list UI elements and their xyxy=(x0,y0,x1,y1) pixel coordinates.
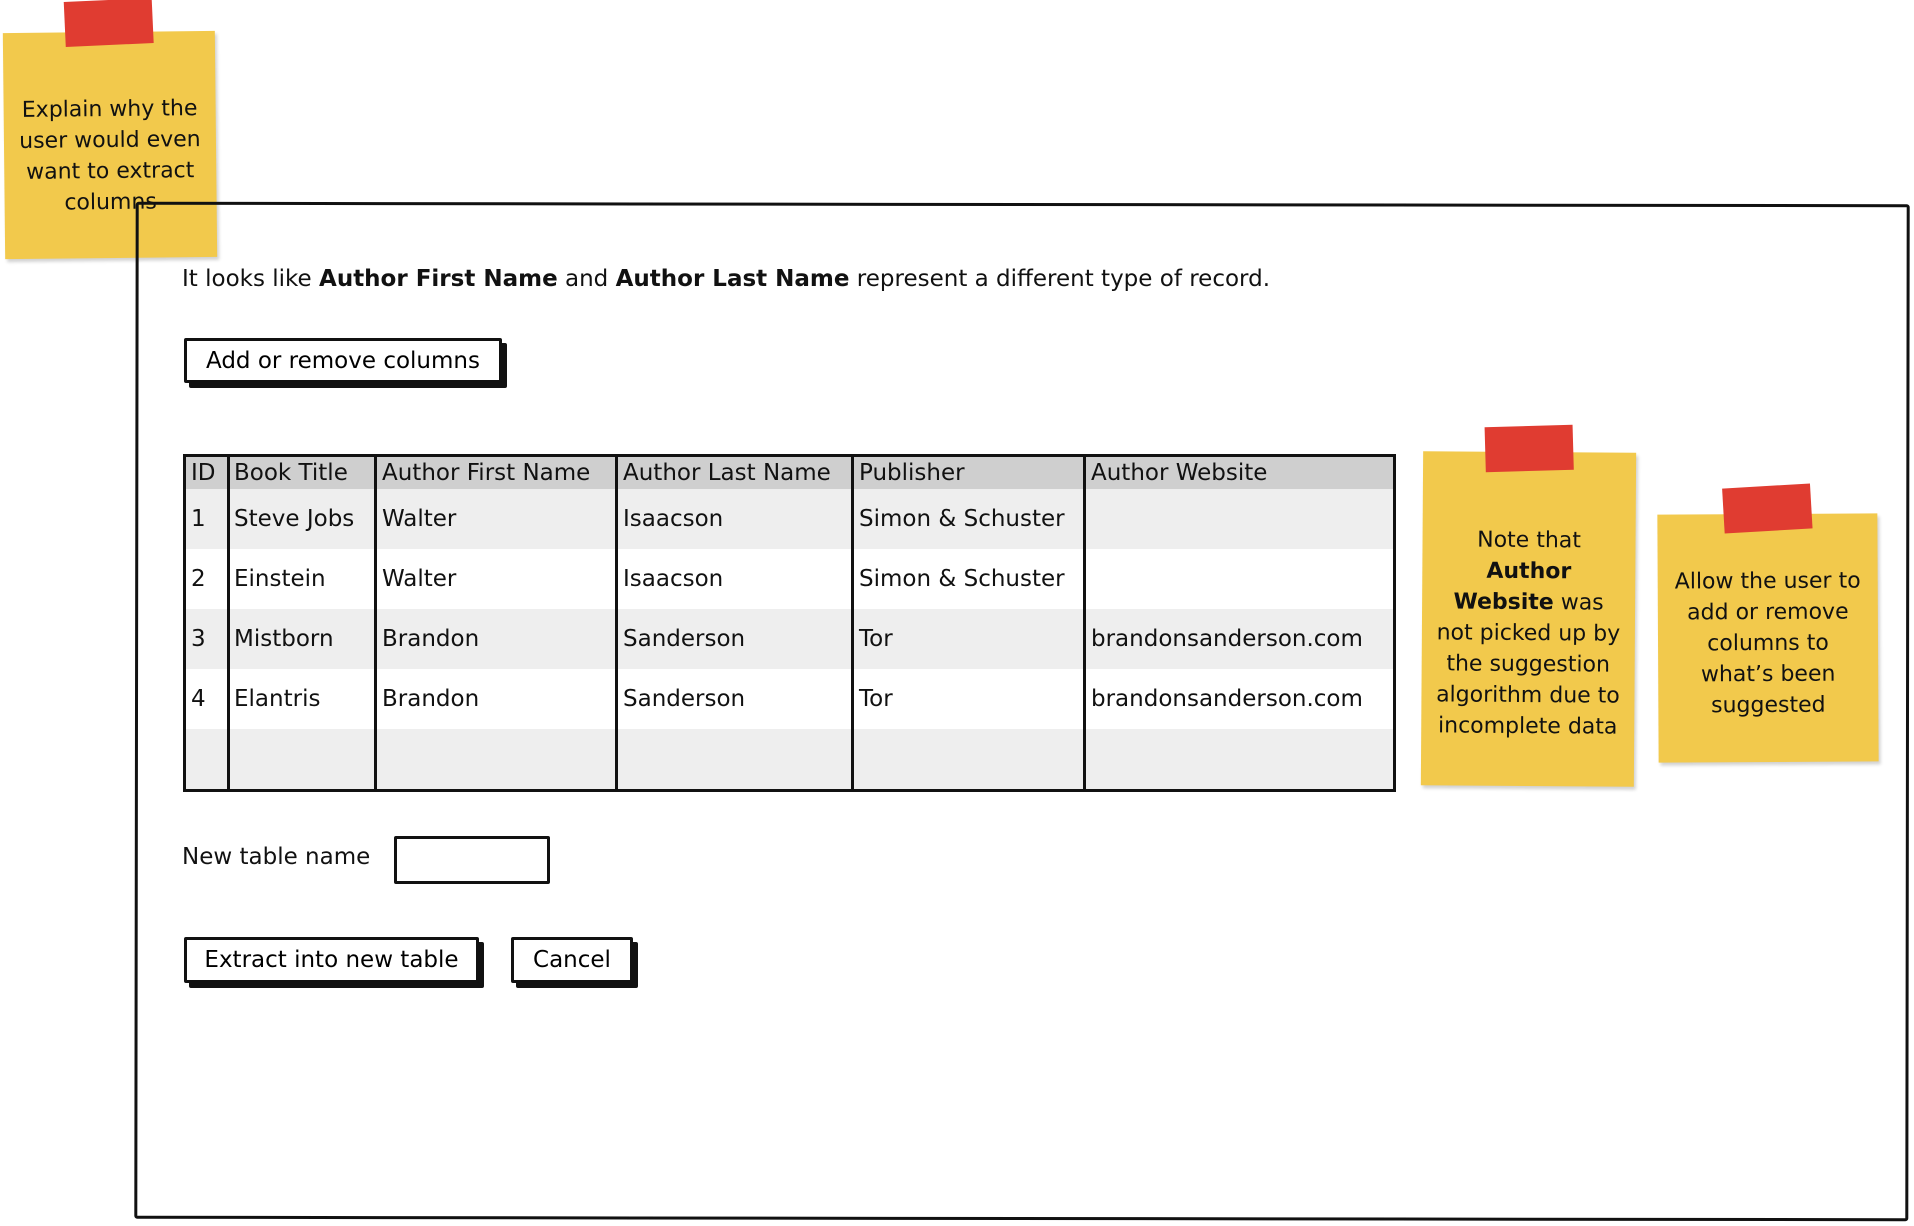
cell-publisher: Tor xyxy=(859,686,893,712)
column-divider xyxy=(615,457,618,789)
table-row xyxy=(186,609,1393,669)
table-row xyxy=(186,549,1393,609)
cancel-button[interactable]: Cancel xyxy=(511,937,633,983)
cell-author-last-name: Sanderson xyxy=(623,686,746,712)
new-table-name-label: New table name xyxy=(182,844,371,870)
cell-author-first-name: Walter xyxy=(382,506,457,532)
cell-author-last-name: Sanderson xyxy=(623,626,746,652)
column-divider xyxy=(227,457,230,789)
column-divider xyxy=(1083,457,1086,789)
cell-author-last-name: Isaacson xyxy=(623,506,724,532)
cell-publisher xyxy=(854,729,1086,792)
table-header-row xyxy=(186,457,1393,489)
table-row xyxy=(186,489,1393,549)
cell-author-website xyxy=(1086,489,1396,549)
cell-id xyxy=(186,729,229,792)
cell-author-first-name: Brandon xyxy=(382,626,480,652)
sticky-note-text: Explain why the user would even want to extract columns xyxy=(19,96,201,216)
tape-icon xyxy=(1485,425,1574,472)
header-cell-publisher: Publisher xyxy=(859,460,965,486)
extract-preview-table xyxy=(183,454,1396,792)
intro-column-2: Author Last Name xyxy=(615,266,850,292)
cell-book-title xyxy=(229,729,377,792)
cell-id: 4 xyxy=(191,686,206,712)
cell-author-first-name: Brandon xyxy=(382,686,480,712)
cell-author-last-name: Isaacson xyxy=(623,566,724,592)
note2-bold: Author Website xyxy=(1453,558,1572,615)
table-row xyxy=(186,669,1393,729)
intro-mid: and xyxy=(557,266,616,292)
header-cell-id: ID xyxy=(191,460,216,486)
tape-icon xyxy=(64,0,154,47)
cell-book-title: Steve Jobs xyxy=(234,506,355,532)
cell-book-title: Mistborn xyxy=(234,626,334,652)
new-table-name-input[interactable] xyxy=(394,836,550,884)
sticky-note-author-website xyxy=(1421,451,1636,786)
cell-id: 3 xyxy=(191,626,206,652)
sticky-note-text xyxy=(1433,524,1624,742)
cell-book-title: Elantris xyxy=(234,686,321,712)
intro-suffix: represent a different type of record. xyxy=(849,266,1271,292)
cell-author-first-name xyxy=(377,729,618,792)
intro-text xyxy=(182,266,1270,292)
intro-column-1: Author First Name xyxy=(319,266,558,292)
sticky-note-text: Allow the user to add or remove columns to what’s been suggested xyxy=(1674,568,1861,718)
cell-id: 1 xyxy=(191,506,206,532)
note2-suffix: was not picked up by the suggestion algorithm due to incomplete data xyxy=(1436,589,1621,740)
column-divider xyxy=(851,457,854,789)
tape-icon xyxy=(1722,484,1812,534)
header-cell-author-last-name: Author Last Name xyxy=(623,460,831,486)
column-divider xyxy=(374,457,377,789)
sticky-note-add-remove xyxy=(1657,513,1878,762)
cell-author-website xyxy=(1086,549,1396,609)
cell-author-website: brandonsanderson.com xyxy=(1091,626,1363,652)
cell-publisher: Tor xyxy=(859,626,893,652)
add-remove-columns-button[interactable]: Add or remove columns xyxy=(184,338,502,383)
header-cell-author-first-name: Author First Name xyxy=(382,460,591,486)
table-row-empty xyxy=(186,729,1393,792)
cell-publisher: Simon & Schuster xyxy=(859,506,1065,532)
note2-prefix: Note that xyxy=(1477,527,1582,553)
cell-publisher: Simon & Schuster xyxy=(859,566,1065,592)
cell-author-last-name xyxy=(618,729,854,792)
header-cell-book-title: Book Title xyxy=(234,460,348,486)
cell-id: 2 xyxy=(191,566,206,592)
cell-book-title: Einstein xyxy=(234,566,326,592)
header-cell-author-website: Author Website xyxy=(1091,460,1268,486)
intro-prefix: It looks like xyxy=(182,266,320,292)
cell-author-website xyxy=(1086,729,1396,792)
cell-author-first-name: Walter xyxy=(382,566,457,592)
extract-into-new-table-button[interactable]: Extract into new table xyxy=(184,937,479,983)
cell-author-website: brandonsanderson.com xyxy=(1091,686,1363,712)
